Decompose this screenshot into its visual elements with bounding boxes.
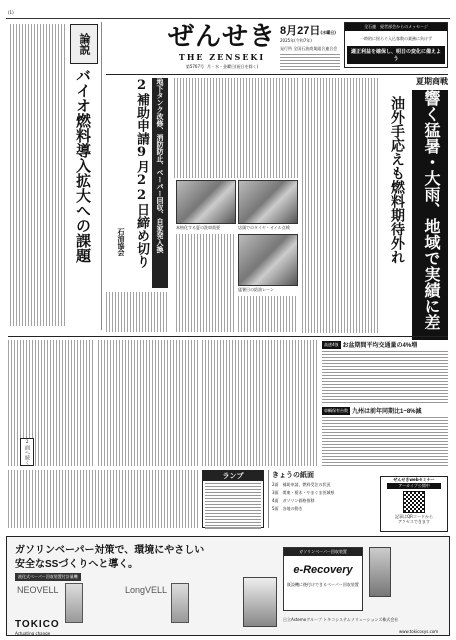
second-story-headline: 2補助申請9月22日締め切り (134, 78, 149, 268)
ad-url[interactable]: www.tokicosys.com (399, 629, 439, 634)
newspaper-logo: ぜんせき (168, 22, 277, 52)
recovery-desc: 既設機に後付けできるベーパー回収装置 (287, 582, 359, 587)
editorial-headline: バイオ燃料導入拡大への課題 (74, 68, 92, 263)
index-item-2: 3面 関東・栃木・やまぐま茨城県 (272, 490, 335, 495)
photo-caption-2: 店頭でのタイヤ・オイル点検 (238, 225, 290, 230)
traffic-label-2: 車輌保有台数 (324, 407, 348, 413)
ad-product-2: LongVELL (125, 585, 168, 595)
index-item-1: 2面 補助申請、燃料受注の状況 (272, 482, 331, 487)
publisher-details (280, 54, 340, 70)
seminar-sub: アーカイブ公開中 (387, 483, 441, 489)
ad-headline-2: 安全なSSづくりへと導く。 (15, 559, 139, 570)
top-story-subhead: 油外手応えも燃料期待外れ (389, 96, 405, 264)
top-story-body (302, 78, 380, 333)
ad-headline-1: ガソリンベーパー対策で、環境にやさしい (15, 545, 205, 556)
page-number: (1) (8, 10, 14, 15)
traffic-box (322, 340, 448, 472)
continue-note: 2面へ続く (20, 438, 34, 466)
tokico-advertisement[interactable] (6, 536, 450, 636)
ad-center-label: ガソリンベーパー回収装置 (284, 548, 362, 556)
top-story-headline: 響く猛暑・大雨、地域で実績に差 (412, 90, 448, 340)
editorial-column (8, 22, 102, 330)
masthead-logo-block (168, 22, 276, 72)
message-title: 全石連 経営部会からのメッセージ (345, 23, 447, 31)
second-story-body (106, 292, 168, 332)
second-story (106, 78, 170, 333)
newspaper-logo-roman: THE ZENSEKI (178, 52, 266, 62)
pump-icon-2 (171, 583, 189, 623)
publication-schedule: 月・水・金曜日(祝日を除く) (207, 64, 259, 69)
index-item-3: 4面 ガソリン価格推移 (272, 498, 315, 503)
recovery-title: e-Recovery (293, 564, 353, 576)
qr-code-icon[interactable] (403, 491, 425, 513)
traffic-body-1 (322, 351, 448, 403)
top-story-kicker: 夏期商戦 (416, 76, 448, 86)
top-rule (6, 18, 450, 19)
ad-company: 日立Astemoグループ トキコシステムソリューションズ株式会社 (283, 617, 399, 622)
editorial-body (10, 24, 66, 326)
traffic-label-1: 高速4強 (324, 341, 339, 347)
ad-left-label: 液化式ベーパー回収装置付計量機 (15, 573, 81, 581)
index-title: きょうの紙面 (272, 470, 314, 479)
photo-tire-check (238, 180, 298, 224)
issue-number: 第5767号 (185, 64, 205, 69)
traffic-head-2: 九州は前年同期比1~8%減 (352, 409, 422, 415)
center-column-body-2 (176, 234, 234, 332)
photo-fuel-lane (238, 234, 298, 286)
recovery-unit-icon (369, 547, 391, 597)
seminar-note: 記事はQRコードから アクセスできます (395, 514, 433, 524)
traffic-head-1: お盆期間平均交通量の4%増 (342, 343, 418, 349)
seminar-box (380, 476, 448, 532)
second-story-kicker: 地下タンク改修、消防防止、ベーパー回収、自家発入換 (152, 78, 168, 288)
lamp-box (202, 470, 264, 528)
top-story-continued (202, 340, 318, 466)
dispenser-icon (243, 577, 277, 627)
lamp-title: ランプ (203, 471, 263, 481)
message-box (344, 22, 448, 68)
photo-caption-1: 本格化する夏の洗車需要 (176, 225, 220, 230)
center-column-body (174, 78, 298, 178)
lamp-body (205, 483, 261, 531)
e-recovery-panel (283, 547, 363, 611)
editorial-label: 論説 (70, 24, 98, 64)
message-main: 適正利益を確保し、明日の変化に備えよう (347, 46, 445, 64)
publisher: 発行所 全国石油商業組合連合会 (280, 46, 338, 51)
index-box (268, 470, 376, 528)
photo-caption-3: 猛暑日の給油レーン (238, 287, 274, 292)
pump-icon (65, 583, 83, 623)
second-story-continued (98, 340, 198, 466)
issue-date: 8月27日 (280, 25, 321, 37)
ad-tagline: Actuating change (15, 631, 51, 636)
masthead-rule (106, 74, 448, 75)
message-sub: 一時的に揺らぐ入込客数の業務に負けず (360, 36, 432, 41)
masthead-date-block (280, 22, 340, 72)
second-story-source: 石油協会 (117, 228, 126, 256)
lower-body-text (8, 470, 198, 528)
issue-weekday: (水曜日) (320, 30, 337, 35)
index-item-4: 5面 各地の動き (272, 506, 303, 511)
traffic-body-2 (322, 417, 448, 467)
photo-car-wash (176, 180, 236, 224)
seminar-title: ぜんせきwebセミナー (393, 477, 435, 482)
center-column-body-3 (238, 296, 298, 332)
issue-year: 2025年(令和7年) (280, 38, 312, 43)
tokico-logo: TOKICO (15, 619, 60, 630)
mid-rule (8, 336, 448, 337)
ad-product-1: NEOVELL (17, 585, 59, 595)
